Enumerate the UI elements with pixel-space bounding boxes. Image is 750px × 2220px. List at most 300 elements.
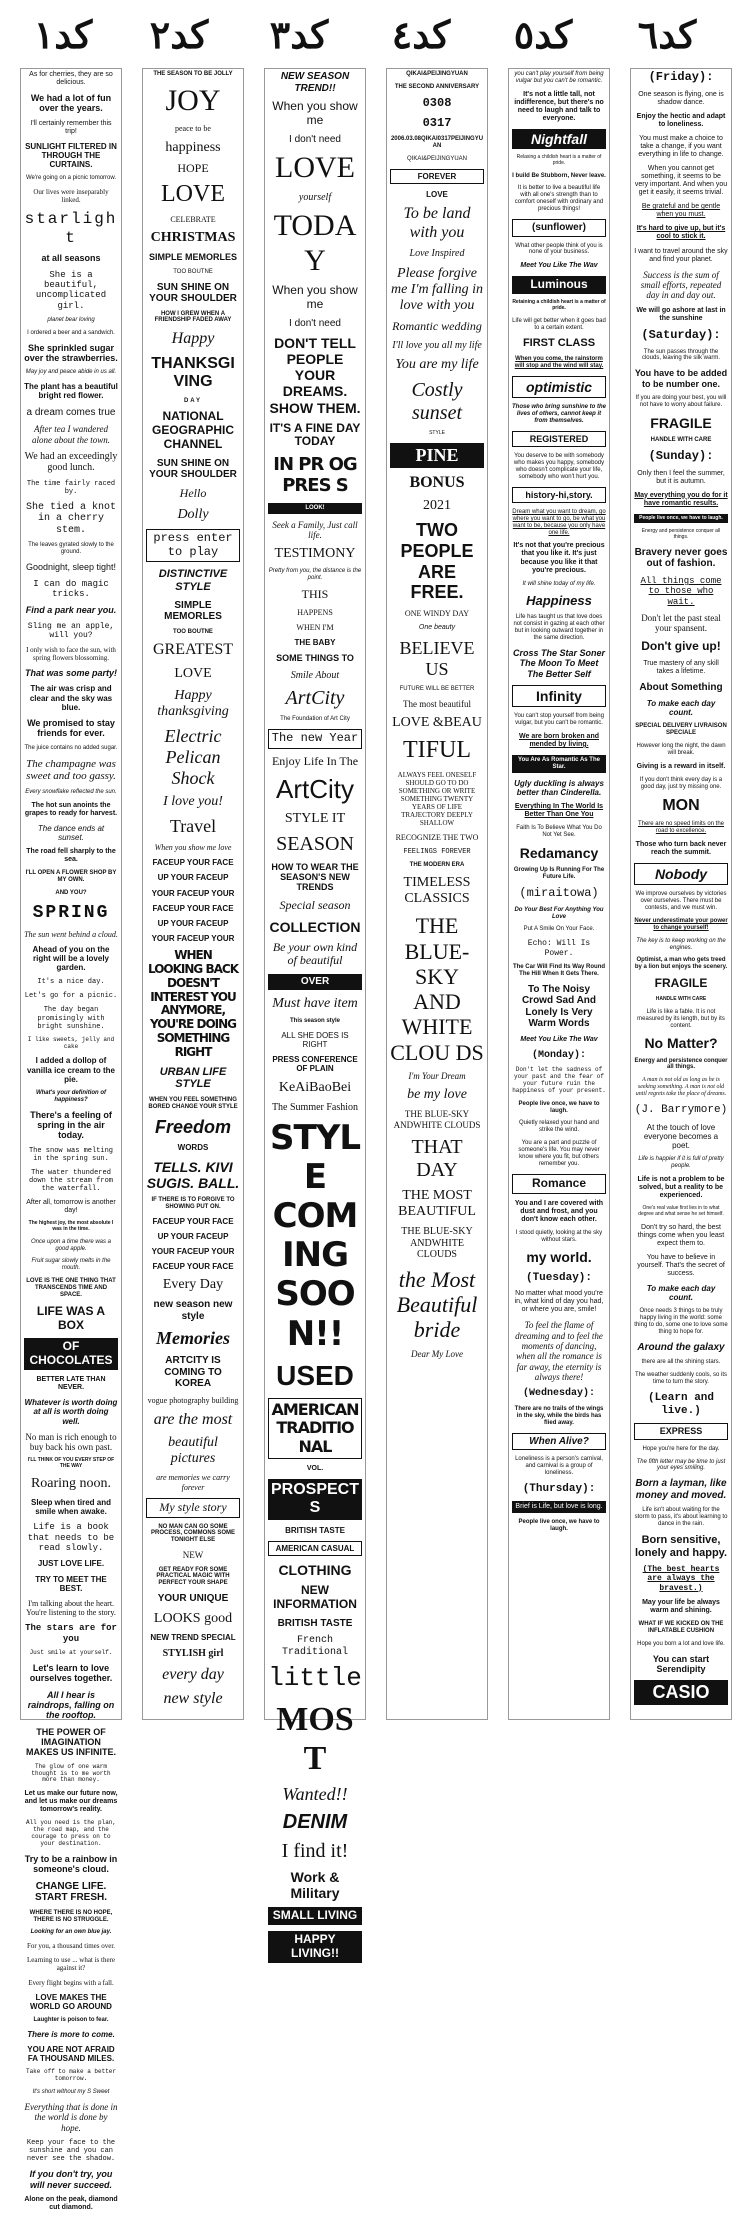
sticker-text: The air was crisp and clear and the sky was blue. (29, 684, 113, 712)
sticker-text: DISTINCTIVE STYLE (158, 568, 228, 593)
sticker-text: I'LL THINK OF YOU EVERY STEP OF THE WAY (27, 1457, 115, 1470)
sticker-text: She is a beautiful, uncomplicated girl. (35, 269, 107, 311)
sticker-text: People live once, we have to laugh. (518, 1519, 600, 1533)
sticker-text: FIRST CLASS (522, 337, 596, 350)
sticker-text: RECOGNIZE THE TWO (395, 832, 479, 842)
sticker-text: Hope you born a lot and love life. (637, 1640, 725, 1647)
sticker-text: The highest joy, the most absolute I was in the time. (28, 1220, 114, 1232)
sticker-text: ONE WINDY DAY (404, 609, 470, 619)
sticker-text: Energy and persistence conquer all things. (641, 528, 721, 541)
sticker-text: Looking for an own blue jay. (30, 1929, 112, 1936)
sticker-text: Find a park near you. (25, 605, 117, 616)
sticker-text: OF CHOCOLATES (24, 1338, 118, 1370)
sticker-text: Everything In The World Is Better Than One You (514, 803, 604, 819)
sticker-text: THE BABY (294, 638, 336, 648)
strip-2-content (143, 69, 243, 1716)
sticker-text: True mastery of any skill takes a lifetime. (643, 659, 719, 675)
sticker-text: LOOKS good (153, 1610, 233, 1626)
sticker-text: 0317 (422, 115, 452, 130)
sticker-text: As for cherries, they are so delicious. (29, 71, 113, 87)
strip-5-content (509, 69, 609, 1541)
sticker-text: SIMPLE MEMORLES (164, 599, 222, 623)
sticker-text: Roaring noon. (30, 1475, 112, 1491)
sticker-text: We improve ourselves by victories over ourselves. There must be contests, and we must win. (635, 891, 727, 911)
sticker-text: When you show me (272, 99, 358, 127)
sticker-text: Hope you're here for the day. (642, 1445, 720, 1452)
sticker-text: Costly sunset (411, 379, 463, 425)
sticker-text: We had an exceedingly good lunch. (24, 450, 118, 474)
sticker-text: All you need is the plan, the road map, and the courage to press on to your destination. (25, 1819, 116, 1848)
sticker-text: Whatever is worth doing at all is worth doing well. (24, 1398, 118, 1426)
sticker-text: ALWAYS FEEL ONESELF SHOULD GO TO DO SOMETHING OR WRITE SOMETHING TWENTY YEARS OF LIFE TRAJECTORY DEEPLY SHALLOW (397, 770, 477, 827)
sticker-text: PROSPECTS (268, 1479, 362, 1520)
sticker-text: TOO BOUTNE (173, 268, 213, 275)
sticker-text: Happy (171, 330, 215, 348)
sticker-text: Don't let the sadness of your past and the fear of your future ruin the happiness of your present. (512, 1066, 606, 1094)
sticker-text: Once upon a time there was a good apple. (30, 1238, 112, 1252)
sticker-text: be my love (407, 1087, 467, 1103)
sticker-text: Energy and persistence conquer all things. (634, 1057, 728, 1071)
sticker-text: The plant has a beautiful bright red flower. (24, 382, 118, 401)
sticker-text: YOUR FACEUP YOUR (151, 1246, 235, 1256)
strip-3-content (265, 69, 365, 1971)
sticker-text: I added a dollop of vanilla ice cream to the pie. (26, 1056, 116, 1084)
sticker-text: I'm Your Dream (408, 1071, 466, 1081)
sticker-text: SUNLIGHT FILTERED IN THROUGH THE CURTAINS. (25, 141, 117, 170)
sticker-text: SUN SHINE ON YOUR SHOULDER (149, 281, 237, 305)
sticker-text: About Something (639, 681, 723, 693)
sticker-text: BRITISH TASTE (285, 1525, 345, 1535)
sticker-text: new style (163, 1689, 223, 1707)
sticker-text: Sling me an apple, will you? (27, 621, 115, 640)
sticker-text: The fifth letter may be time to just your eyes smiling. (636, 1458, 726, 1472)
sticker-text: The time fairly raced by. (26, 479, 116, 496)
sticker-text: Born a layman, like money and moved. (635, 1478, 727, 1501)
sticker-text: KeAiBaoBei (278, 1079, 352, 1095)
sticker-text: You are my life (395, 357, 479, 373)
sticker-text: (miraitowa) (519, 885, 599, 900)
sticker-text: FACEUP YOUR FACE (152, 858, 234, 868)
sticker-text: Only then I feel the summer, but it is autumn. (637, 469, 725, 485)
sticker-text: That was some party! (24, 668, 118, 679)
sticker-text: If you don't try, you will never succeed. (29, 2169, 113, 2190)
sticker-text: Let us make our future now, and let us make our dreams tomorrow's reality. (24, 1790, 118, 1814)
sticker-text: WHEN I'M (296, 623, 334, 633)
sticker-text: The sun passes through the clouds, leaving the silk warm. (641, 348, 721, 362)
sticker-text: To be land with you (403, 205, 471, 241)
sticker-text: HANDLE WITH CARE (650, 436, 712, 443)
sticker-text: You are a part and puzzle of someone's life. You may never know where you fit, but others remember you. (518, 1140, 600, 1167)
sticker-text: Be your own kind of beautiful (272, 939, 358, 968)
sticker-text: PINE (390, 443, 484, 468)
sticker-text: TIMELESS CLASSICS (403, 875, 471, 907)
sticker-text: I ordered a beer and a sandwich. (27, 329, 115, 336)
sticker-text: JUST LOVE LIFE. (37, 1559, 105, 1569)
sticker-text: I only wish to face the sun, with spring flowers blossoming. (26, 645, 116, 663)
sticker-text: I can do magic tricks. (33, 578, 109, 599)
sticker-text: FOREVER (390, 169, 484, 184)
sticker-text: (Tuesday): (525, 1271, 592, 1284)
sticker-text: THE BLUE-SKY AND WHITE CLOU DS (390, 913, 484, 1065)
sticker-text: There are no trails of the wings in the sky, while the birds has flied away. (514, 1405, 604, 1426)
strip-4-content (387, 69, 487, 1367)
sticker-text: Brief is Life, but love is long. (512, 1501, 606, 1513)
sticker-text: Redamancy (519, 845, 599, 862)
sticker-text: FRAGILE (654, 976, 708, 991)
sticker-text: Success is the sum of small efforts, repeated day in and day out. (640, 269, 722, 301)
sticker-text: Sleep when tired and smile when awake. (30, 1497, 111, 1517)
sticker-text: Love Inspired (409, 248, 465, 260)
sticker-text: WHEN YOU FEEL SOMETHING BORED CHANGE YOUR STYLE (148, 1096, 238, 1110)
sticker-text: ArtCity (276, 773, 354, 804)
sticker-text: Every snowflake reflected the sun. (25, 788, 117, 795)
sticker-text: Around the galaxy (637, 1341, 725, 1353)
sticker-text: CLOTHING (278, 1562, 352, 1579)
column-header-1: كد١ (33, 12, 93, 57)
sticker-text: I don't need (289, 133, 341, 145)
sticker-text: Life will get better when it goes bad to a certain extent. (512, 317, 606, 331)
sticker-text: The sun went behind a cloud. (24, 929, 118, 939)
sticker-text: are memories we carry forever (156, 1473, 230, 1492)
sticker-text: When Alive? (512, 1433, 606, 1451)
sticker-text: Don't let the past steal your spansent. (641, 613, 721, 634)
sticker-text: Relaxing a childish heart is a matter of pride. (516, 154, 602, 166)
sticker-text: 2006.03.08QIKAI0317PEIJINGYUAN (390, 136, 484, 150)
sticker-text: Life is a book that needs to be read slowly. (27, 1522, 115, 1554)
sticker-text: NO MAN CAN GO SOME PROCESS, COMMONS SOME TONIGHT ELSE (150, 1523, 235, 1544)
sticker-text: Every Day (162, 1277, 224, 1293)
sticker-text: CHRISTMAS (150, 230, 236, 246)
strip-1-content (21, 69, 121, 2220)
sticker-text: THE MOST BEAUTIFUL (398, 1188, 476, 1220)
sticker-text: WORDS (177, 1143, 209, 1153)
sticker-text: Infinity (512, 685, 606, 707)
sticker-text: The juice contains no added sugar. (24, 744, 118, 751)
sticker-text: The snow was melting in the spring sun. (28, 1146, 113, 1163)
sticker-text: However long the night, the dawn will break. (636, 743, 726, 757)
sticker-text: It is better to live a beautiful life with all one's strength than to comfort oneself with ordinary and precious things! (514, 185, 604, 213)
sticker-text: Meet You Like The Wav (520, 1035, 598, 1043)
sticker-text: FRAGILE (650, 414, 712, 431)
sticker-text: yourself (298, 191, 332, 203)
sticker-text: LOVE &BEAU (392, 714, 482, 730)
sticker-text: THAT DAY (411, 1136, 463, 1182)
sticker-text: GET READY FOR SOME PRACTICAL MAGIC WITH PERFECT YOUR SHAPE (156, 1566, 230, 1587)
sticker-text: CHANGE LIFE. START FRESH. (34, 1880, 108, 1904)
sticker-text: LIFE WAS A BOX (36, 1303, 106, 1332)
sticker-text: are the most (153, 1410, 233, 1428)
sticker-text: When you come, the rainstorm will stop and the wind will stay. (514, 356, 604, 369)
sticker-text: WHERE THERE IS NO HOPE, THERE IS NO STRUGGLE. (29, 1909, 113, 1923)
sticker-text: The key is to keep working on the engines. (636, 937, 726, 951)
sticker-text: Laughter is poison to fear. (33, 2016, 109, 2023)
sticker-text: Giving is a reward in itself. (636, 763, 726, 771)
sticker-text: STYLE COMING SOON!! (270, 1118, 360, 1354)
sticker-text: FEELINGS FOREVER (403, 848, 471, 857)
sticker-text: We're going on a picnic tomorrow. (25, 175, 117, 182)
sticker-text: happiness (165, 139, 221, 155)
sticker-text: Don't give up! (641, 638, 721, 653)
sticker-text: Be grateful and be gentle when you must. (641, 203, 721, 219)
sticker-text: One beauty (418, 624, 456, 632)
sticker-text: STYLE (429, 430, 445, 437)
sticker-text: THANKSGIVING (151, 354, 235, 391)
sticker-text: ALL SHE DOES IS RIGHT (281, 1030, 349, 1049)
sticker-text: It's a nice day. (37, 978, 105, 987)
sticker-text: my world. (526, 1249, 592, 1266)
sticker-text: DAY (183, 397, 203, 404)
sticker-text: (Sunday): (648, 448, 714, 463)
sticker-text: HANDLE WITH CARE (655, 996, 707, 1003)
sticker-text: Dolly (177, 506, 209, 522)
sticker-text: People live once, we have to laugh. (518, 1100, 600, 1114)
sticker-text: a dream comes true (26, 406, 116, 418)
sticker-text: THE BLUE-SKY ANDWHITE CLOUDS (401, 1226, 473, 1261)
sticker-text: Take off to make a better tomorrow. (25, 2068, 116, 2083)
sticker-text: I love you! (163, 794, 223, 810)
sticker-text: TIFUL (403, 736, 471, 763)
sticker-text: Travel (169, 816, 217, 837)
sticker-text: You deserve to be with somebody who makes you happy, somebody who doesn't complicate your life, somebody who won't hurt you. (513, 452, 605, 480)
sticker-text: SMALL LIVING (268, 1907, 362, 1925)
sticker-text: LOVE (426, 190, 448, 200)
sticker-text: (Saturday): (641, 327, 721, 342)
sticker-text: YOUR FACEUP YOUR (151, 934, 235, 944)
sticker-text: THE SEASON TO BE JOLLY (153, 71, 233, 77)
sticker-text: Put A Smile On Your Face. (523, 926, 595, 933)
sticker-text: FUTURE WILL BE BETTER (399, 685, 475, 692)
sticker-text: HOPE (177, 160, 209, 175)
sticker-text: My style story (146, 1498, 240, 1518)
sticker-text: (Monday): (531, 1049, 586, 1061)
sticker-text: Happy thanksgiving (157, 687, 229, 720)
sticker-text: QIKAI&PEIJINGYUAN (406, 71, 468, 77)
sticker-text: Don't try so hard, the best things come when you least expect them to. (637, 1223, 725, 1247)
sticker-text: When you cannot get something, it seems to be very important. And when you get it easily, it seems trivial. (634, 165, 728, 197)
sticker-text: WHAT IF WE KICKED ON THE INFLATABLE CUSHION (638, 1620, 724, 1634)
sticker-text: TODAY (273, 209, 357, 277)
sticker-text: I don't need (289, 317, 341, 329)
sticker-text: UP YOUR FACEUP (157, 873, 229, 883)
sticker-text: TELLS. KIVI SUGIS. BALL. (146, 1158, 240, 1191)
sticker-text: planet bear loving (47, 316, 95, 323)
sticker-text: Learning to use ... what is there against it? (26, 1956, 116, 1973)
sticker-text: Loneliness is a person's carnival, and carnival is a group of loneliness. (515, 1456, 603, 1476)
sticker-text: Every flight begins with a fall. (28, 1978, 114, 1987)
sticker-text: May joy and peace abide in us all. (25, 369, 117, 376)
sticker-text: STYLISH girl (162, 1648, 224, 1660)
sticker-text: You can start Serendipity (652, 1653, 710, 1674)
sticker-text: Those who turn back never reach the summit. (635, 841, 727, 857)
sticker-text: (Wednesday): (522, 1388, 595, 1400)
sticker-text: To feel the flame of dreaming and to feel the moments of dancing, when all the romance is far away, the eternity is always there! (515, 1320, 603, 1383)
sticker-text: Ahead of you on the right will be a lovely garden. (32, 944, 110, 973)
sticker-text: I stood quietly, looking at the sky without stars. (515, 1229, 603, 1243)
sticker-text: Memories (156, 1328, 230, 1349)
sticker-text: YOUR UNIQUE (157, 1593, 229, 1605)
sticker-text: FACEUP YOUR FACE (152, 1262, 234, 1272)
sticker-text: No man is rich enough to buy back his own past. (25, 1431, 117, 1453)
sticker-strip-6 (630, 68, 732, 1720)
sticker-text: (Learn and live.) (647, 1392, 714, 1417)
sticker-text: Happiness (526, 592, 592, 608)
sticker-text: Those who bring sunshine to the lives of others, cannot keep it from themselves. (512, 403, 606, 424)
header-row (0, 0, 750, 68)
sticker-text: peace to be (175, 124, 211, 134)
sticker-text: the Most Beautiful bride (396, 1266, 478, 1343)
sticker-text: I find it! (281, 1840, 349, 1863)
sticker-text: What's your definition of happiness? (35, 1089, 107, 1103)
sticker-text: I'LL OPEN A FLOWER SHOP BY MY OWN. (25, 870, 117, 884)
sticker-text: She sprinkled sugar over the strawberries. (24, 342, 118, 364)
sticker-text: You and I are covered with dust and frost, and you don't know each other. (514, 1199, 604, 1223)
sticker-text: The Summer Fashion (271, 1101, 359, 1113)
sticker-text: Special season (279, 897, 351, 912)
sticker-text: Bravery never goes out of fashion. (634, 546, 728, 570)
sticker-text: Nobody (634, 863, 728, 885)
sticker-text: YOU ARE NOT AFRAID FA THOUSAND MILES. (27, 2045, 115, 2064)
sticker-text: Life isn't about waiting for the storm to pass, it's about learning to dance in the rain. (634, 1507, 728, 1528)
sticker-text: You must make a choice to take a change, if you want everything in life to change. (638, 134, 724, 159)
sticker-text: HAPPENS (297, 607, 333, 617)
sticker-text: vogue photography building (147, 1395, 239, 1405)
sticker-text: Luminous (512, 276, 606, 294)
sticker-text: optimistic (512, 376, 606, 398)
sticker-text: (J. Barrymore) (634, 1104, 728, 1116)
sticker-text: SOME THINGS TO (276, 653, 354, 664)
sticker-text: NEW SEASON TREND!! (280, 71, 350, 94)
sticker-text: You have to believe in yourself. That's the secret of success. (637, 1253, 725, 1277)
sticker-text: UP YOUR FACEUP (157, 1231, 229, 1241)
sticker-text: little (268, 1663, 362, 1694)
sticker-text: After all, tomorrow is another day! (26, 1199, 116, 1215)
sticker-text: Dream what you want to dream, go where you want to go, be what you want to be, because you only have one life. (512, 508, 606, 536)
sticker-text: Goodnight, sleep tight! (25, 562, 117, 573)
sticker-text: TOO BOUTNE (173, 628, 213, 635)
sticker-text: The champagne was sweet and too gassy. (26, 757, 116, 783)
sticker-text: When you show me love (154, 842, 232, 852)
sticker-text: Wanted!! (282, 1784, 348, 1805)
sticker-text: I'll certainly remember this trip! (30, 119, 112, 135)
sticker-text: Just smile at yourself. (29, 1649, 113, 1656)
sticker-text: Ugly duckling is always better than Cinderella. (514, 778, 604, 797)
sticker-text: PRESS CONFERENCE OF PLAIN (272, 1055, 358, 1074)
sticker-text: Hello (179, 485, 207, 500)
sticker-text: SUN SHINE ON YOUR SHOULDER (149, 457, 237, 481)
sticker-text: The leaves gyrated slowly to the ground. (28, 542, 114, 556)
sticker-text: DON'T TELL PEOPLE YOUR DREAMS. SHOW THEM. (269, 335, 361, 416)
sticker-text: You can't stop yourself from being vulgar, but you can't be romantic. (514, 713, 604, 727)
sticker-text: The road fell sharply to the sea. (26, 848, 116, 864)
sticker-text: DENIM (282, 1811, 348, 1834)
sticker-text: MON (662, 796, 700, 814)
sticker-text: HOW TO WEAR THE SEASON'S NEW TRENDS (271, 861, 359, 893)
sticker-text: If you don't think every day is a good day, just try missing one. (639, 777, 723, 790)
sticker-text: LOVE IS THE ONE THING THAT TRANSCENDS TIME AND SPACE. (26, 1278, 116, 1298)
sticker-text: VOL. (306, 1465, 324, 1473)
sticker-strip-3 (264, 68, 366, 1960)
sticker-text: TRY TO MEET THE BEST. (35, 1574, 107, 1593)
sticker-text: Meet You Like The Wav (520, 262, 598, 270)
sticker-text: QIKAI&PEIJINGYUAN (406, 156, 467, 163)
sticker-text: JOY (165, 83, 221, 117)
sticker-text: May your life be always warm and shining. (642, 1598, 720, 1614)
sticker-text: I'll love you all my life (392, 339, 482, 351)
sticker-text: NEW TREND SPECIAL (150, 1632, 236, 1642)
sticker-text: When you show me (272, 283, 358, 311)
sticker-text: Life is not a problem to be solved, but a reality to be experienced. (637, 1175, 725, 1200)
sticker-text: Enjoy the hectic and adapt to loneliness. (636, 112, 726, 128)
sticker-text: One's real value first lies in to what degree and what sense he set himself. (638, 1205, 724, 1217)
sticker-text: Let's go for a picnic. (24, 992, 118, 1001)
sticker-text: TESTIMONY (274, 546, 356, 562)
sticker-text: Please forgive me I'm falling in love with you (390, 265, 484, 313)
sticker-text: STYLE IT (284, 810, 346, 826)
sticker-text: Alone on the peak, diamond cut diamond. (24, 2195, 118, 2211)
sticker-text: What other people think of you is none of your business. (515, 242, 603, 256)
sticker-text: Quietly relaxed your hand and strike the wind. (518, 1120, 600, 1134)
sticker-text: We had a lot of fun over the years. (30, 93, 112, 114)
sticker-text: Nightfall (512, 129, 606, 149)
sticker-text: ARTCITY IS COMING TO KOREA (164, 1355, 222, 1390)
sticker-text: May everything you do for it have romantic results. (634, 491, 728, 507)
sticker-text: No matter what mood you're in, what kind of day you had, or where you are, smile! (514, 1290, 604, 1314)
sticker-text: FACEUP YOUR FACE (152, 1216, 234, 1226)
sticker-text: USED (276, 1359, 354, 1391)
sticker-text: Cross The Star Soner The Moon To Meet The Better Self (512, 648, 606, 679)
sticker-text: every day (162, 1665, 224, 1683)
sticker-text: It's not that you're precious that you like it. It's just because you like it that you're precious. (513, 542, 605, 574)
sticker-text: Keep your face to the sunshine and you can never see the shadow. (26, 2139, 116, 2164)
sticker-text: LOVE MAKES THE WORLD GO AROUND (30, 1992, 112, 2011)
sticker-text: (The best hearts are always the bravest.) (642, 1565, 720, 1593)
sticker-text: BELIEVE US (399, 638, 475, 679)
column-header-5: كد٥ (513, 12, 573, 57)
sticker-text: I like sweets, jelly and cake (27, 1035, 115, 1050)
sticker-text: To The Noisy Crowd Sad And Lonely Is Very Warm Words (521, 983, 597, 1030)
sticker-text: Romance (512, 1174, 606, 1194)
sticker-text: Never underestimate your power to change yourself! (634, 917, 728, 931)
sticker-text: YOUR FACEUP YOUR (151, 888, 235, 898)
sticker-text: AMERICAN TRADITIONAL (268, 1398, 362, 1459)
sticker-text: The new Year (268, 729, 362, 749)
sticker-text: Let's learn to love ourselves together. (29, 1662, 113, 1684)
sticker-text: 2021 (423, 498, 451, 514)
column-header-3: كد٣ (269, 12, 329, 57)
sticker-text: Work & Military (290, 1869, 340, 1902)
sticker-text: Try to be a rainbow in someone's cloud. (24, 1854, 118, 1875)
sticker-text: SPRING (32, 902, 110, 923)
sticker-text: SIMPLE MEMORLES (148, 252, 237, 263)
sticker-text: If you are doing your best, you will not have to worry about failure. (635, 394, 727, 408)
sticker-text: The glow of one warm thought is to me worth more than money. (31, 1762, 111, 1784)
sticker-text: starlight (24, 210, 118, 247)
sticker-text: I want to travel around the sky and find your planet. (634, 247, 728, 263)
sticker-text: IN PR OG PRES S (273, 454, 357, 496)
sticker-text: (Thursday): (522, 1482, 596, 1495)
sticker-text: This season style (289, 1017, 341, 1024)
sticker-text: ArtCity (285, 687, 345, 710)
sticker-text: URBAN LIFE STYLE (159, 1065, 227, 1091)
sticker-text: All things come to those who wait. (640, 575, 722, 607)
sticker-text: There's a feeling of spring in the air today. (30, 1109, 112, 1141)
sticker-text: She tied a knot in a cherry stem. (25, 501, 116, 536)
sticker-text: It's not a little tall, not indifference, but there's no need to laugh and talk to everyone. (514, 90, 604, 122)
sticker-text: There are no speed limits on the road to excellence. (637, 821, 725, 835)
sticker-text: For you, a thousand times over. (26, 1942, 116, 1951)
sticker-text: UP YOUR FACEUP (157, 918, 229, 928)
sticker-text: LOVE (174, 665, 212, 681)
